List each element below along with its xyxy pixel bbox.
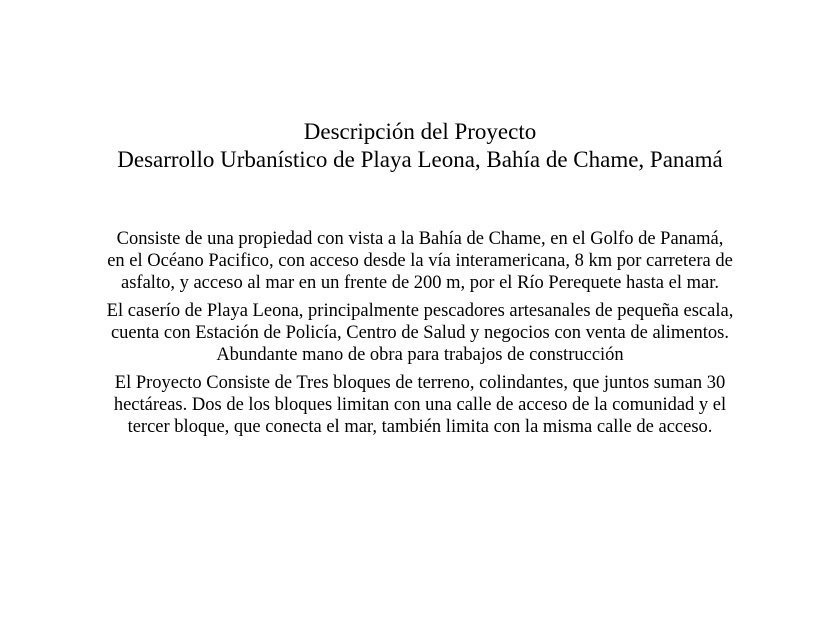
paragraph-line: El caserío de Playa Leona, principalmente pescadores artesanales de pequeña escala, xyxy=(106,301,734,321)
paragraph-line: El Proyecto Consiste de Tres bloques de terreno, colindantes, que juntos suman 30 xyxy=(114,373,726,393)
paragraph-line: en el Océano Pacifico, con acceso desde la vía interamericana, 8 km por carretera de xyxy=(107,251,733,271)
description-body xyxy=(40,228,800,444)
paragraph-line: Abundante mano de obra para trabajos de construcción xyxy=(216,345,624,365)
paragraph-line: asfalto, y acceso al mar en un frente de 200 m, por el Río Perequete hasta el mar. xyxy=(121,273,719,293)
paragraph-line: Consiste de una propiedad con vista a la Bahía de Chame, en el Golfo de Panamá, xyxy=(116,229,724,249)
page-title xyxy=(0,118,840,174)
paragraph-line: hectáreas. Dos de los bloques limitan con una calle de acceso de la comunidad y el xyxy=(113,395,727,415)
paragraph-location xyxy=(40,228,800,294)
paragraph-project xyxy=(40,372,800,438)
paragraph-community xyxy=(40,300,800,366)
title-line-1: Descripción del Proyecto xyxy=(303,119,537,144)
paragraph-line: tercer bloque, que conecta el mar, también limita con la misma calle de acceso. xyxy=(127,417,713,437)
title-line-2: Desarrollo Urbanístico de Playa Leona, Bahía de Chame, Panamá xyxy=(117,147,723,172)
paragraph-line: cuenta con Estación de Policía, Centro de Salud y negocios con venta de alimentos. xyxy=(110,323,730,343)
